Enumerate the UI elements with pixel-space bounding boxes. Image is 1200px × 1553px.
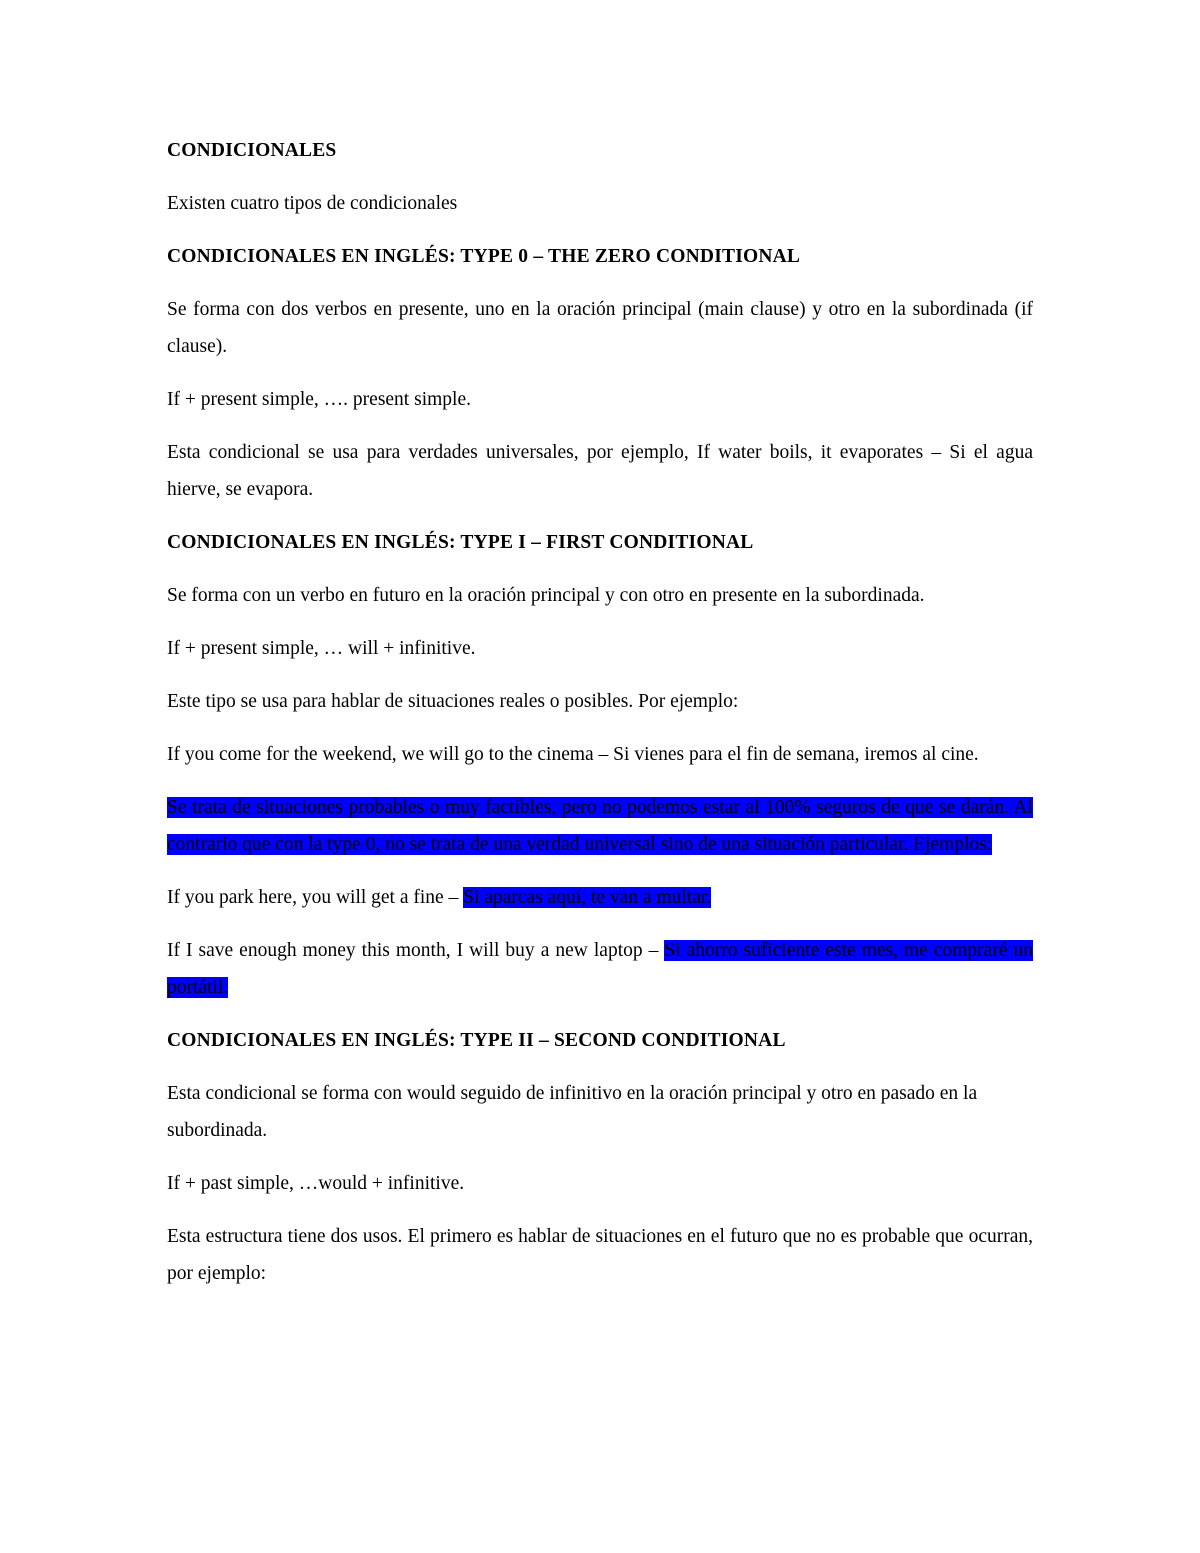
type1-example2-spanish-highlight: Si aparcas aquí, te van a multar.: [463, 887, 712, 908]
type1-formation: Se forma con un verbo en futuro en la oración principal y con otro en presente en la subordinada.: [167, 585, 925, 606]
type2-formula: If + past simple, …would + infinitive.: [167, 1173, 465, 1194]
type0-heading: CONDICIONALES EN INGLÉS: TYPE 0 – THE ZERO CONDITIONAL: [167, 246, 801, 267]
type1-example3: [167, 932, 1033, 1006]
intro-paragraph: Existen cuatro tipos de condicionales: [167, 193, 458, 214]
type2-formation: Esta condicional se forma con would seguido de infinitivo en la oración principal y otro en pasado en la subordinada.: [167, 1083, 978, 1141]
type1-note-highlight: Se trata de situaciones probables o muy factibles, pero no podemos estar al 100% seguros de que se darán. Al contrario que con la type 0, no se trata de una verdad universal sino de una situación particular. Ejemplos:: [167, 797, 1033, 855]
type0-formation: Se forma con dos verbos en presente, uno en la oración principal (main clause) y otro en la subordinada (if clause).: [167, 299, 1033, 357]
type1-example3-english: If I save enough money this month, I will buy a new laptop –: [167, 940, 665, 961]
type1-formula: If + present simple, … will + infinitive.: [167, 638, 476, 659]
type2-usage: Esta estructura tiene dos usos. El primero es hablar de situaciones en el futuro que no es probable que ocurran, por ejemplo:: [167, 1226, 1033, 1284]
document-body: [167, 132, 1033, 1308]
type1-example3-spanish-highlight: Si ahorro suficiente este mes, me compraré un portátil.: [167, 940, 1033, 998]
type1-heading: CONDICIONALES EN INGLÉS: TYPE I – FIRST CONDITIONAL: [167, 532, 754, 553]
type2-heading: CONDICIONALES EN INGLÉS: TYPE II – SECOND CONDITIONAL: [167, 1030, 786, 1051]
type1-example2-english: If you park here, you will get a fine –: [167, 887, 464, 908]
type0-formula: If + present simple, …. present simple.: [167, 389, 471, 410]
type1-example2: [167, 879, 1033, 916]
type1-usage: Este tipo se usa para hablar de situaciones reales o posibles. Por ejemplo:: [167, 691, 739, 712]
type0-usage: Esta condicional se usa para verdades universales, por ejemplo, If water boils, it evaporates – Si el agua hierve, se evapora.: [167, 442, 1033, 500]
document-title: CONDICIONALES: [167, 140, 337, 161]
type1-note-paragraph: [167, 789, 1033, 863]
type1-example: If you come for the weekend, we will go to the cinema – Si vienes para el fin de semana, iremos al cine.: [167, 744, 979, 765]
